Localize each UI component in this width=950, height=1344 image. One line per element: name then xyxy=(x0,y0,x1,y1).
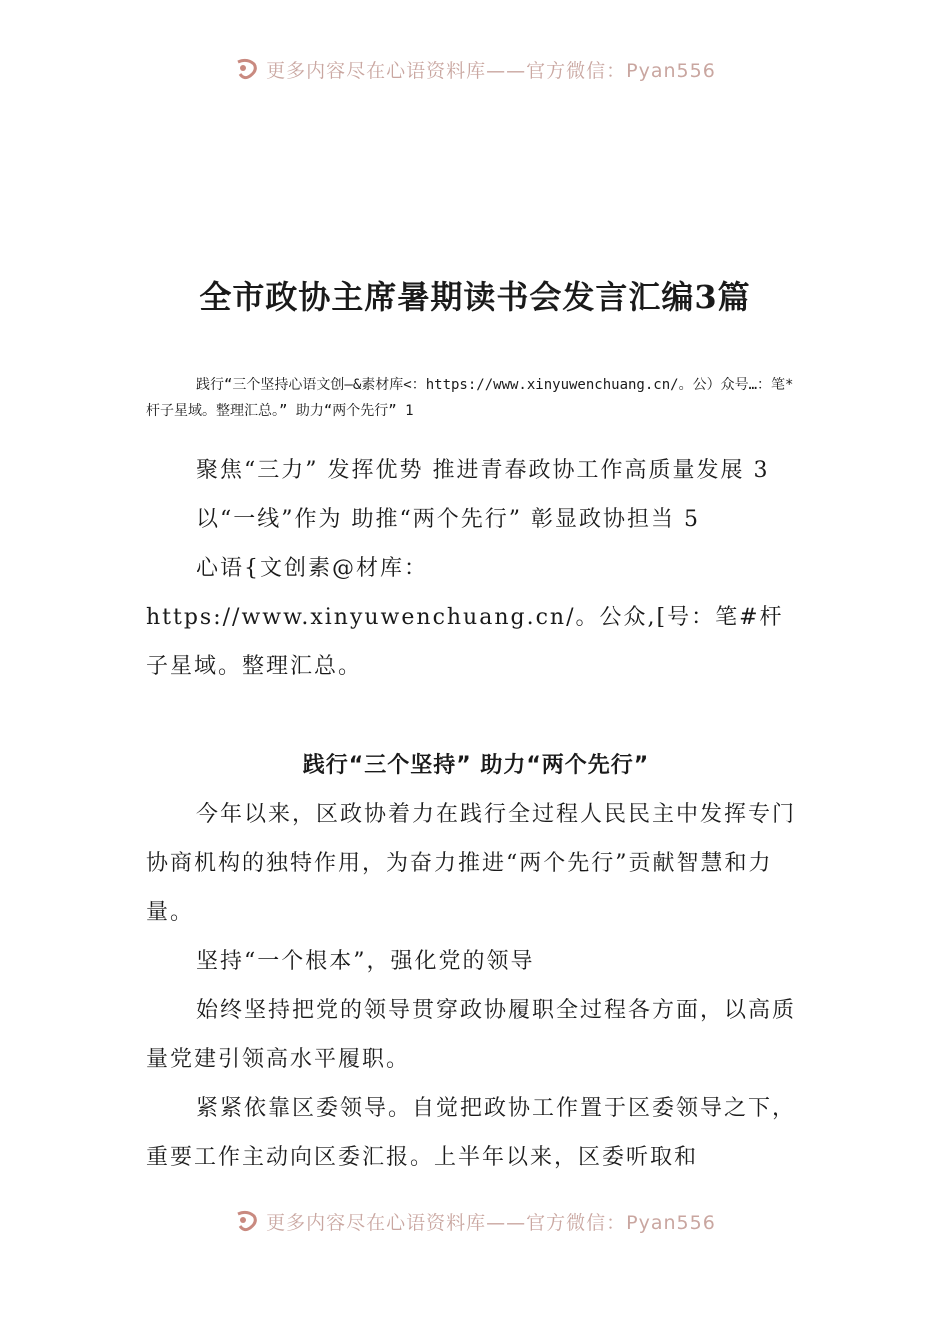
document-title: 全市政协主席暑期读书会发言汇编3篇 xyxy=(199,278,751,316)
toc-entry-1: 践行“三个坚持心语文创—&素材库<：https://www.xinyuwenchuang.cn/。公）众号…：笔*杆子星域。整理汇总。” 助力“两个先行” 1 xyxy=(146,377,794,419)
logo-icon xyxy=(234,1210,260,1232)
watermark-banner-bottom xyxy=(0,1208,950,1234)
paragraph: 始终坚持把党的领导贯穿政协履职全过程各方面，以高质量党建引领高水平履职。 xyxy=(146,998,797,1072)
toc-entry-3: 以“一线”作为 助推“两个先行” 彰显政协担当 5 xyxy=(196,507,700,532)
toc-entry-2: 聚焦“三力” 发挥优势 推进青春政协工作高质量发展 3 xyxy=(196,458,770,483)
watermark-text: 更多内容尽在心语资料库——官方微信：Pyan556 xyxy=(266,1211,716,1234)
paragraph: 紧紧依靠区委领导。自觉把政协工作置于区委领导之下，重要工作主动向区委汇报。上半年以来，区委听取和 xyxy=(146,1096,797,1170)
document-body xyxy=(146,446,806,1182)
watermark-text: 更多内容尽在心语资料库——官方微信：Pyan556 xyxy=(266,59,716,82)
logo-icon xyxy=(234,58,260,80)
section-heading: 践行“三个坚持” 助力“两个先行” xyxy=(302,753,650,778)
paragraph: 今年以来，区政协着力在践行全过程人民民主中发挥专门协商机构的独特作用，为奋力推进“两个先行”贡献智慧和力量。 xyxy=(146,802,797,925)
watermark-banner-top xyxy=(0,56,950,82)
source-note: 心语{文创素@材库：https://www.xinyuwenchuang.cn/。公众,[号：笔#杆子星域。整理汇总。 xyxy=(146,556,784,679)
subheading: 坚持“一个根本”，强化党的领导 xyxy=(196,949,535,974)
